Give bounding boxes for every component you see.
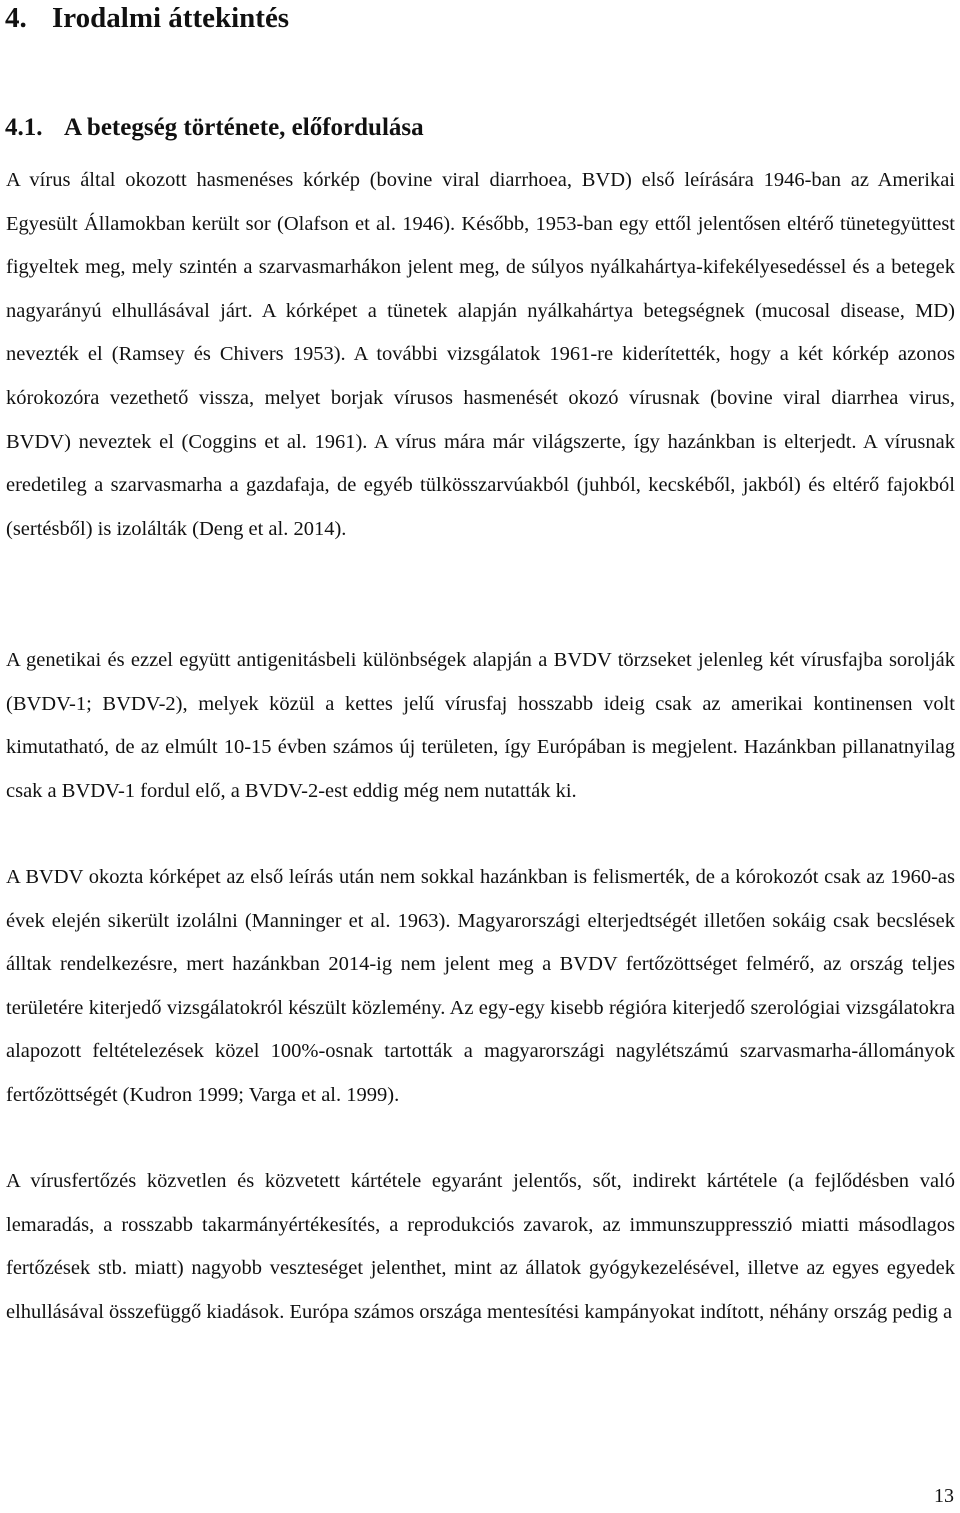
chapter-heading (5, 0, 289, 36)
section-heading (5, 112, 424, 144)
section-number: 4.1. (5, 114, 43, 141)
paragraph-hungary: A BVDV okozta kórképet az első leírás után nem sokkal hazánkban is felismerték, de a kórokozót csak az 1960-as évek elején sikerült izolálni (Manninger et al. 1963). Magyarországi elterjedtségét illetően sokáig csak becslések álltak rendelkezésre, mert hazánkban 2014-ig nem jelent meg a BVDV fertőzöttséget felmérő, az ország teljes területére kiterjedő vizsgálatokról készült közlemény. Az egy-egy kisebb régióra kiterjedő szerológiai vizsgálatokra alapozott feltételezések közel 100%-osnak tartották a magyarországi nagylétszámú szarvasmarha-állományok fertőzöttségét (Kudron 1999; Varga et al. 1999). (6, 866, 955, 1106)
page-number: 13 (934, 1485, 954, 1507)
chapter-title: Irodalmi áttekintés (52, 2, 290, 34)
section-title: A betegség története, előfordulása (64, 114, 424, 141)
paragraph-genetics: A genetikai és ezzel együtt antigenitásbeli különbségek alapján a BVDV törzseket jelenleg két vírusfajba sorolják (BVDV-1; BVDV-2), melyek közül a kettes jelű vírusfaj hosszabb ideig csak az amerikai kontinensen volt kimutatható, de az elmúlt 10-15 évben számos új területen, így Európában is megjelent. Hazánkban pillanatnyilag csak a BVDV-1 fordul elő, a BVDV-2-est eddig még nem nutatták ki. (6, 649, 955, 802)
chapter-number: 4. (5, 2, 27, 34)
paragraph-damage: A vírusfertőzés közvetlen és közvetett kártétele egyaránt jelentős, sőt, indirekt kártétele (a fejlődésben való lemaradás, a rosszabb takarmányértékesítés, a reprodukciós zavarok, az immunszuppresszió miatti másodlagos fertőzések stb. miatt) nagyobb veszteséget jelenthet, mint az állatok gyógykezelésével, illetve az egyes egyedek elhullásával összefüggő kiadások. Európa számos országa mentesítési kampányokat indított, néhány ország pedig a (6, 1170, 955, 1323)
paragraph-history: A vírus által okozott hasmenéses kórkép (bovine viral diarrhoea, BVD) első leírására 1946-ban az Amerikai Egyesült Államokban került sor (Olafson et al. 1946). Később, 1953-ban egy ettől jelentősen eltérő tünetegyüttest figyeltek meg, mely szintén a szarvasmarhákon jelent meg, de súlyos nyálkahártya-kifekélyesedéssel és a betegek nagyarányú elhullásával járt. A kórképet a tünetek alapján nyálkahártya betegségnek (mucosal disease, MD) nevezték el (Ramsey és Chivers 1953). A további vizsgálatok 1961-re kiderítették, hogy a két kórkép azonos kórokozóra vezethető vissza, melyet borjak vírusos hasmenését okozó vírusnak (bovine viral diarrhea virus, BVDV) neveztek el (Coggins et al. 1961). A vírus mára már világszerte, így hazánkban is elterjedt. A vírusnak eredetileg a szarvasmarha a gazdafaja, de egyéb tülkösszarvúakból (juhból, kecskéből, jakból) és eltérő fajokból (sertésből) is izolálták (Deng et al. 2014). (6, 169, 955, 540)
